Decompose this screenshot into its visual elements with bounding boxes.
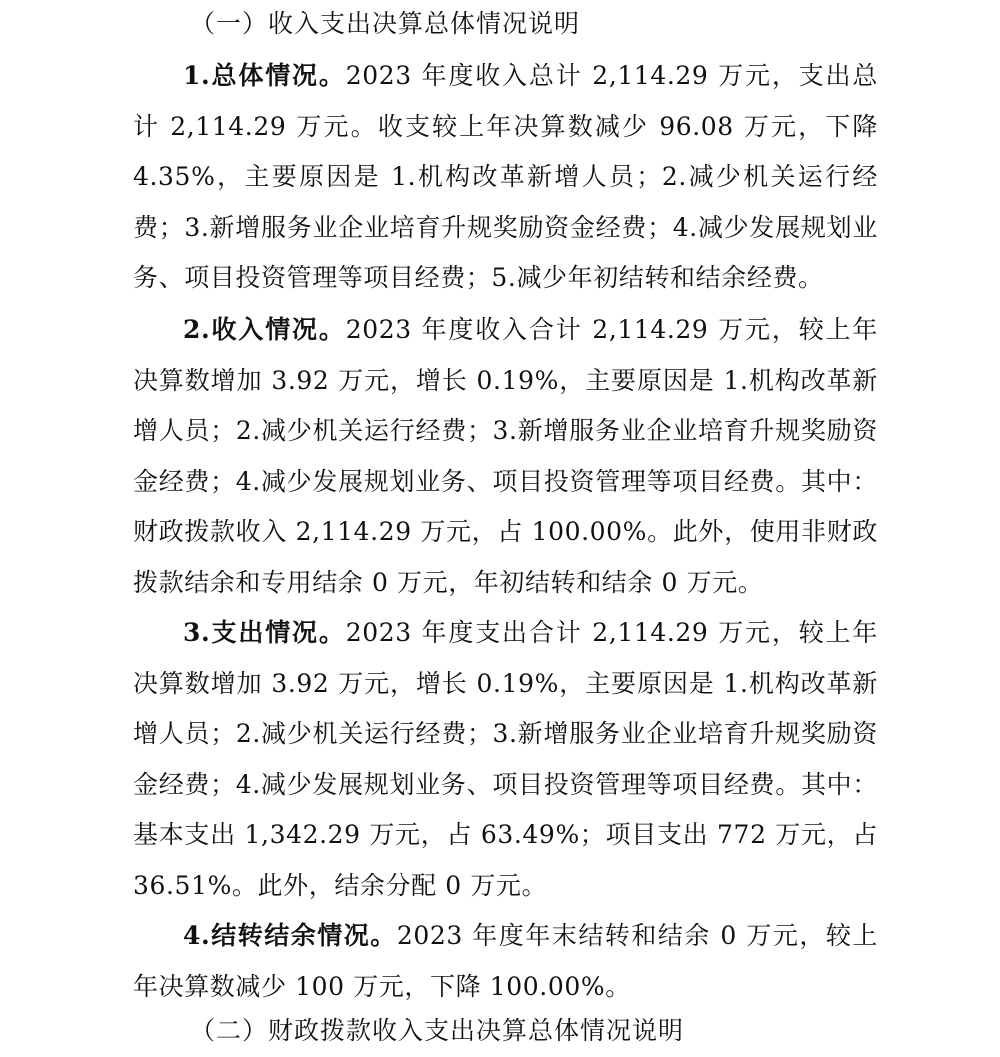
paragraph-carryover: [133, 911, 878, 1012]
paragraph-body: 2023 年度收入总计 2,114.29 万元，支出总计 2,114.29 万元。收支较上年决算数减少 96.08 万元，下降 4.35%，主要原因是 1.机构改革新增人员；2.减少机关运行经费；3.新增服务业企业培育升规奖励资金经费；4.减少发展规划业务、项目投资管理等项目经费；5.减少年初结转和结余经费。: [133, 61, 878, 292]
paragraph-body: 2023 年度支出合计 2,114.29 万元，较上年决算数增加 3.92 万元，增长 0.19%，主要原因是 1.机构改革新增人员；2.减少机关运行经费；3.新增服务业企业培育升规奖励资金经费；4.减少发展规划业务、项目投资管理等项目经费。其中：基本支出 1,342.29 万元，占 63.49%；项目支出 772 万元，占 36.51%。此外，结余分配 0 万元。: [133, 618, 878, 900]
section-heading-1: （一）收入支出决算总体情况说明: [190, 9, 581, 38]
paragraph-body: 2023 年度收入合计 2,114.29 万元，较上年决算数增加 3.92 万元，增长 0.19%，主要原因是 1.机构改革新增人员；2.减少机关运行经费；3.新增服务业企业培育升规奖励资金经费；4.减少发展规划业务、项目投资管理等项目经费。其中：财政拨款收入 2,114.29 万元，占 100.00%。此外，使用非财政拨款结余和专用结余 0 万元，年初结转和结余 0 万元。: [133, 315, 878, 597]
paragraph-lead: 4.结转结余情况。: [183, 921, 397, 950]
paragraph-lead: 2.收入情况。: [183, 315, 346, 344]
paragraph-income: [133, 305, 878, 608]
paragraph-overall: [133, 51, 878, 304]
paragraph-body: 2023 年度年末结转和结余 0 万元，较上年决算数减少 100 万元，下降 100.00%。: [133, 921, 878, 1001]
paragraph-lead: 1.总体情况。: [183, 61, 346, 90]
paragraph-lead: 3.支出情况。: [183, 618, 346, 647]
section-heading-2: （二）财政拨款收入支出决算总体情况说明: [190, 1016, 685, 1045]
paragraph-expenditure: [133, 608, 878, 911]
